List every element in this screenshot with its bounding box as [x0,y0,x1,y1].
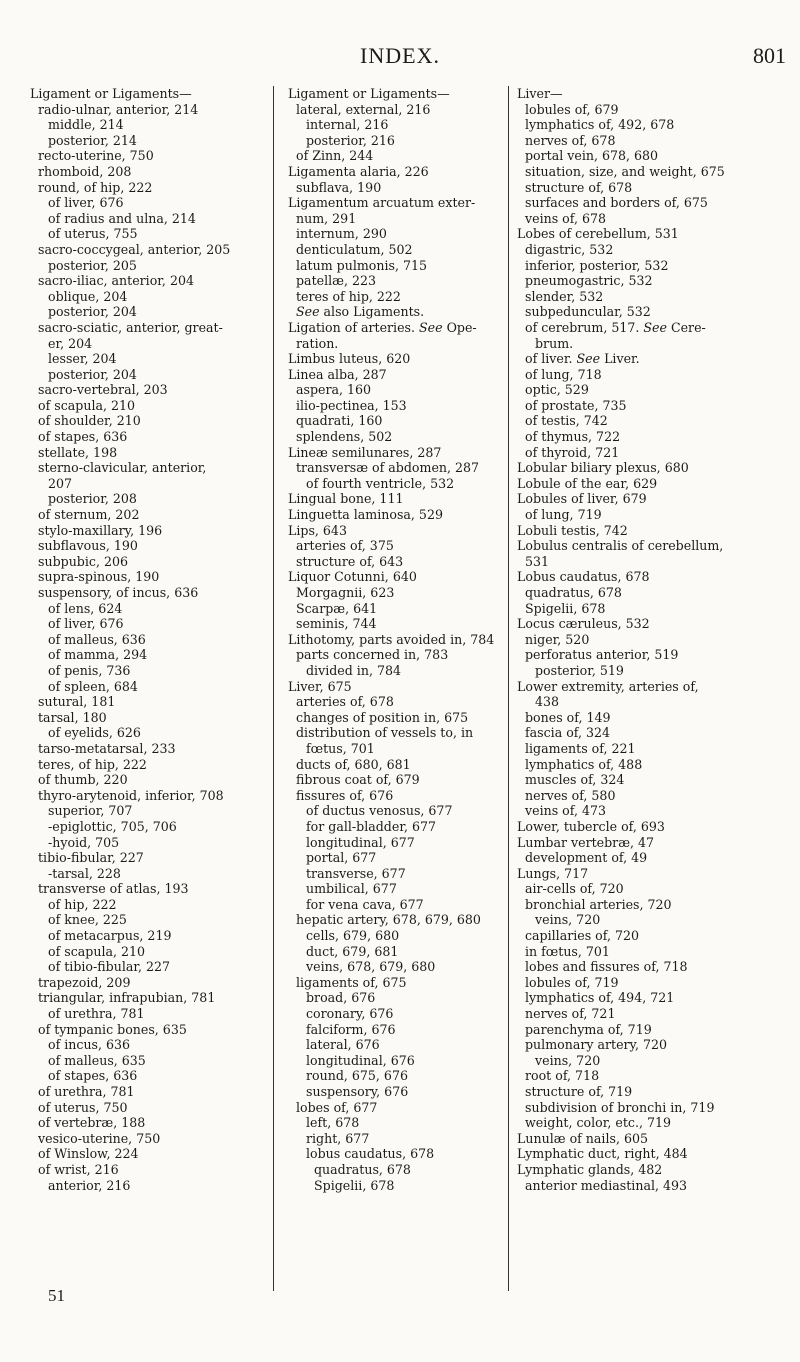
index-entry: of sternum, 202 [38,507,140,523]
index-entry: posterior, 216 [306,132,395,148]
index-entry: veins of, 678 [525,210,607,226]
index-entry: anterior, 216 [48,1177,131,1193]
index-entry: of lens, 624 [48,600,123,616]
index-entry: lymphatics of, 488 [525,756,643,772]
index-entry: bronchial arteries, 720 [525,896,672,912]
index-entry: posterior, 519 [535,662,624,678]
index-entry: middle, 214 [48,117,124,133]
index-entry: of tympanic bones, 635 [38,1021,187,1037]
index-entry: of spleen, 684 [48,678,138,694]
index-entry: patellæ, 223 [296,273,377,289]
index-entry: quadratus, 678 [525,585,622,600]
index-entry: cells, 679, 680 [306,928,400,944]
index-entry: nerves of, 678 [525,132,616,148]
index-entry: of urethra, 781 [48,1006,145,1022]
index-entry: of testis, 742 [525,413,608,429]
index-entry: suspensory, of incus, 636 [38,585,199,600]
index-entry: stellate, 198 [38,444,118,460]
index-entry: fissures of, 676 [296,787,394,803]
index-entry: of metacarpus, 219 [48,928,172,944]
index-entry: lobes and fissures of, 718 [525,959,688,975]
index-entry: falciform, 676 [306,1021,396,1037]
index-entry: -hyoid, 705 [48,834,120,850]
index-entry: air-cells of, 720 [525,881,624,897]
index-entry: ilio-pectinea, 153 [296,397,407,413]
index-entry: Morgagnii, 623 [296,585,395,600]
index-entry: Lobulus centralis of cerebellum, [517,538,724,554]
index-entry: vesico-uterine, 750 [38,1130,161,1146]
index-entry: Lobuli testis, 742 [517,522,628,538]
index-entry: parts concerned in, 783 [296,647,449,663]
index-entry: trapezoid, 209 [38,974,131,990]
index-entry: transverse of atlas, 193 [38,881,189,897]
index-entry: aspera, 160 [296,382,372,398]
index-entry: ligaments of, 221 [525,740,636,756]
index-entry: of thumb, 220 [38,772,128,788]
index-entry: root of, 718 [525,1068,600,1084]
index-entry: Lobule of the ear, 629 [517,475,658,491]
index-entry: Limbus luteus, 620 [288,351,411,367]
index-entry: lobules of, 719 [525,974,619,990]
index-entry: of radius and ulna, 214 [48,210,196,226]
index-entry: See also Ligaments. [296,304,425,320]
index-entry: Spigelii, 678 [314,1177,395,1193]
index-entry: ration. [296,335,339,351]
index-entry: lymphatics of, 494, 721 [525,990,675,1006]
index-entry: radio-ulnar, anterior, 214 [38,101,199,117]
index-entry: of scapula, 210 [38,397,136,413]
index-entry: Lobus caudatus, 678 [517,569,650,585]
index-entry: umbilical, 677 [306,881,397,897]
index-entry: veins, 720 [535,912,601,928]
index-entry: of Zinn, 244 [296,148,374,164]
index-entry: of lung, 718 [525,366,602,382]
index-entry: veins of, 473 [525,803,607,819]
index-entry: teres, of hip, 222 [38,756,147,772]
index-entry: transverse, 677 [306,865,406,881]
index-entry: of Winslow, 224 [38,1146,139,1162]
index-entry: Linguetta laminosa, 529 [288,507,443,523]
index-entry: Liver, 675 [288,678,352,694]
index-entry: lymphatics of, 492, 678 [525,117,675,133]
index-entry: quadratus, 678 [314,1161,411,1177]
signature-mark: 51 [48,1286,65,1305]
index-entry: of liver. See Liver. [525,351,640,367]
index-entry: sacro-vertebral, 203 [38,382,168,398]
index-entry: internum, 290 [296,226,387,242]
index-entry: num, 291 [296,210,357,226]
index-entry: Lingual bone, 111 [288,491,404,507]
index-entry: quadrati, 160 [296,413,383,429]
index-entry: pneumogastric, 532 [525,273,653,289]
index-entry: of malleus, 635 [48,1052,146,1068]
index-entry: structure of, 719 [525,1084,633,1099]
index-entry: weight, color, etc., 719 [525,1115,672,1131]
index-entry: Ligation of arteries. See Ope- [288,319,477,335]
index-entry: of thyroid, 721 [525,444,620,460]
index-entry: round, of hip, 222 [38,179,153,195]
index-entry: pulmonary artery, 720 [525,1037,668,1053]
index-entry: tarso-metatarsal, 233 [38,740,176,756]
index-entry: niger, 520 [525,631,590,647]
index-entry: nerves of, 580 [525,787,616,803]
index-entry: bones of, 149 [525,709,611,725]
index-entry: right, 677 [306,1130,370,1146]
index-entry: 207 [48,475,73,491]
index-entry: subpubic, 206 [38,553,128,569]
index-entry: triangular, infrapubian, 781 [38,990,216,1006]
index-entry: structure of, 643 [296,553,404,569]
index-entry: of uterus, 750 [38,1099,128,1115]
index-column-3 [508,86,779,1291]
index-entry: of fourth ventricle, 532 [306,475,455,491]
index-entry: of uterus, 755 [48,226,138,242]
index-entry: tarsal, 180 [38,709,107,725]
index-entry: transversæ of abdomen, 287 [296,460,480,476]
index-entry: of knee, 225 [48,912,127,928]
index-column-2 [273,86,508,1291]
index-entry: Scarpæ, 641 [296,600,378,616]
index-entry: inferior, posterior, 532 [525,257,669,273]
index-entry: Liquor Cotunni, 640 [288,569,417,585]
index-entry: oblique, 204 [48,288,128,304]
index-entry: Lymphatic glands, 482 [517,1161,663,1177]
index-entry: of lung, 719 [525,507,602,523]
index-entry: arteries of, 678 [296,694,394,710]
index-entry: fibrous coat of, 679 [296,772,420,788]
index-entry: of hip, 222 [48,896,117,912]
index-entry: Lineæ semilunares, 287 [288,444,442,460]
index-entry: capillaries of, 720 [525,928,640,944]
index-entry: Linea alba, 287 [288,366,387,382]
index-entry: supra-spinous, 190 [38,569,160,585]
index-entry: situation, size, and weight, 675 [525,163,725,179]
index-entry: parenchyma of, 719 [525,1021,652,1037]
index-entry: denticulatum, 502 [296,241,413,257]
index-entry: posterior, 205 [48,257,137,273]
index-entry: longitudinal, 676 [306,1052,415,1068]
index-entry: hepatic artery, 678, 679, 680 [296,912,481,928]
index-entry: of shoulder, 210 [38,413,141,429]
index-entry: of thymus, 722 [525,429,621,445]
index-entry: muscles of, 324 [525,772,625,788]
index-entry: subdivision of bronchi in, 719 [525,1099,715,1115]
index-entry: for vena cava, 677 [306,896,424,912]
index-entry: optic, 529 [525,382,589,398]
index-entry: of vertebræ, 188 [38,1115,146,1131]
index-entry: brum. [535,335,574,351]
index-entry: perforatus anterior, 519 [525,647,679,663]
index-entry: tibio-fibular, 227 [38,850,144,866]
index-entry: teres of hip, 222 [296,288,401,304]
index-entry: of incus, 636 [48,1037,131,1053]
index-entry: lateral, 676 [306,1037,380,1053]
index-entry: lateral, external, 216 [296,101,431,117]
index-entry: sacro-coccygeal, anterior, 205 [38,241,231,257]
index-entry: of malleus, 636 [48,631,146,647]
index-entry: of urethra, 781 [38,1084,135,1099]
index-entry: er, 204 [48,335,93,351]
index-entry: of scapula, 210 [48,943,146,959]
index-entry: coronary, 676 [306,1006,394,1022]
index-entry: digastric, 532 [525,241,614,257]
index-entry: stylo-maxillary, 196 [38,522,163,538]
index-entry: of penis, 736 [48,662,131,678]
index-entry: nerves of, 721 [525,1006,616,1022]
index-entry: Liver— [517,86,563,101]
index-entry: arteries of, 375 [296,538,394,554]
index-entry: ligaments of, 675 [296,974,407,990]
index-entry: Ligamenta alaria, 226 [288,163,429,179]
index-entry: 531 [525,553,550,569]
index-entry: subflavous, 190 [38,538,138,554]
index-entry: Ligament or Ligaments— [30,86,192,101]
index-entry: 438 [535,694,560,710]
index-entry: of mamma, 294 [48,647,148,663]
index-entry: sutural, 181 [38,694,116,710]
index-entry: Lumbar vertebræ, 47 [517,834,655,850]
index-entry: posterior, 204 [48,366,137,382]
index-entry: sacro-iliac, anterior, 204 [38,273,194,289]
index-entry: of prostate, 735 [525,397,627,413]
page-number: 801 [753,43,786,68]
index-entry: changes of position in, 675 [296,709,469,725]
index-entry: fœtus, 701 [306,740,375,756]
index-entry: of eyelids, 626 [48,725,141,741]
index-entry: thyro-arytenoid, inferior, 708 [38,787,224,803]
index-entry: Lobular biliary plexus, 680 [517,460,689,476]
index-entry: recto-uterine, 750 [38,148,154,164]
index-entry: of ductus venosus, 677 [306,803,453,819]
index-entry: Lithotomy, parts avoided in, 784 [288,631,495,647]
index-entry: Lymphatic duct, right, 484 [517,1146,688,1162]
index-entry: Ligamentum arcuatum exter- [288,195,476,211]
index-entry: of liver, 676 [48,195,124,211]
index-entry: lesser, 204 [48,351,117,367]
index-entry: lobus caudatus, 678 [306,1146,435,1162]
index-entry: seminis, 744 [296,616,377,632]
index-entry: of liver, 676 [48,616,124,632]
index-entry: Lower, tubercle of, 693 [517,818,665,834]
index-entry: -epiglottic, 705, 706 [48,818,177,834]
index-entry: ducts of, 680, 681 [296,756,411,772]
index-entry: posterior, 204 [48,304,137,320]
index-entry: internal, 216 [306,117,389,133]
index-entry: sterno-clavicular, anterior, [38,460,207,476]
index-entry: superior, 707 [48,803,133,819]
index-entry: of cerebrum, 517. See Cere- [525,319,706,335]
index-entry: left, 678 [306,1115,360,1131]
index-entry: Spigelii, 678 [525,600,606,616]
index-entry: round, 675, 676 [306,1068,408,1084]
index-entry: portal vein, 678, 680 [525,148,659,164]
index-entry: suspensory, 676 [306,1084,409,1099]
index-entry: posterior, 214 [48,132,137,148]
index-entry: Locus cæruleus, 532 [517,616,650,632]
index-entry: Lobules of liver, 679 [517,491,647,507]
index-entry: subpeduncular, 532 [525,304,651,320]
index-entry: portal, 677 [306,850,377,866]
index-entry: longitudinal, 677 [306,834,415,850]
index-entry: posterior, 208 [48,491,137,507]
index-entry: subflava, 190 [296,179,382,195]
index-entry: Lower extremity, arteries of, [517,678,699,694]
index-entry: lobules of, 679 [525,101,619,117]
index-entry: duct, 679, 681 [306,943,399,959]
index-entry: for gall-bladder, 677 [306,818,437,834]
index-entry: surfaces and borders of, 675 [525,195,708,211]
index-entry: sacro-sciatic, anterior, great- [38,319,223,335]
index-entry: distribution of vessels to, in [296,725,474,741]
index-entry: -tarsal, 228 [48,865,121,881]
index-entry: structure of, 678 [525,179,633,195]
index-entry: of wrist, 216 [38,1161,119,1177]
index-entry: Lungs, 717 [517,865,589,881]
index-entry: Lunulæ of nails, 605 [517,1130,648,1146]
index-entry: Lobes of cerebellum, 531 [517,226,679,242]
page-title: INDEX. [360,43,440,68]
index-entry: veins, 720 [535,1052,601,1068]
index-entry: in fœtus, 701 [525,943,610,959]
index-entry: of stapes, 636 [38,429,128,445]
index-entry: fascia of, 324 [525,725,611,741]
index-column-1 [30,86,272,1193]
index-entry: divided in, 784 [306,662,401,678]
index-entry: of stapes, 636 [48,1068,138,1084]
index-entry: Ligament or Ligaments— [288,86,450,101]
index-entry: veins, 678, 679, 680 [306,959,436,975]
index-entry: Lips, 643 [288,522,347,538]
index-entry: latum pulmonis, 715 [296,257,428,273]
index-entry: development of, 49 [525,850,648,866]
index-entry: lobes of, 677 [296,1099,378,1115]
index-entry: broad, 676 [306,990,376,1006]
index-entry: of tibio-fibular, 227 [48,959,171,975]
index-entry: anterior mediastinal, 493 [525,1177,688,1193]
index-entry: rhomboid, 208 [38,163,132,179]
index-entry: splendens, 502 [296,429,393,445]
index-entry: slender, 532 [525,288,604,304]
